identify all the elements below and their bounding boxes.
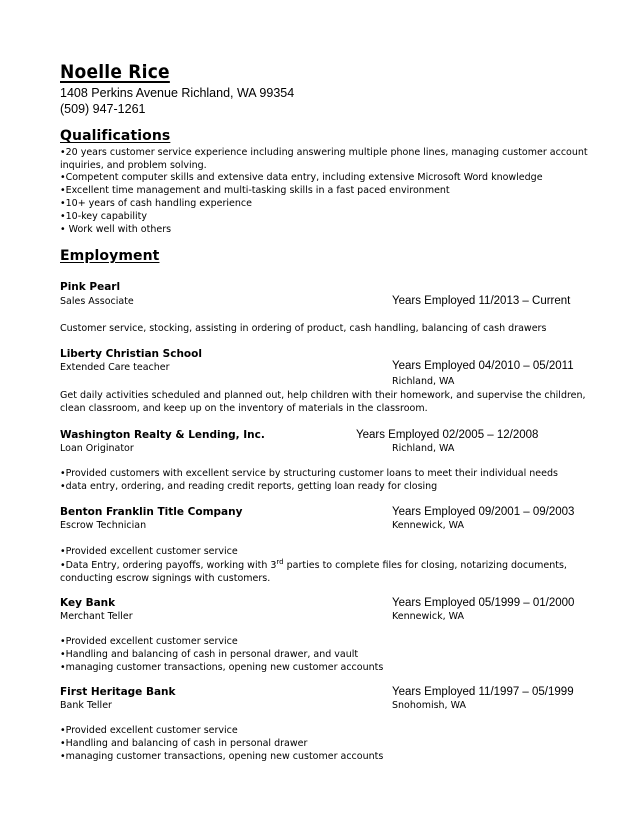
job-years: Years Employed 04/2010 – 05/2011 (392, 360, 574, 372)
address: 1408 Perkins Avenue Richland, WA 99354 (60, 86, 295, 100)
job-role: Escrow Technician (60, 520, 147, 531)
qualifications-heading: Qualifications (60, 128, 171, 144)
job-location: Richland, WA (392, 376, 455, 387)
job-detail: Customer service, stocking, assisting in ordering of product, cash handling, balancing of cash drawers (60, 323, 547, 334)
job-role: Merchant Teller (60, 611, 133, 622)
job-detail: •Handling and balancing of cash in personal drawer, and vault (60, 649, 359, 660)
job-detail: •managing customer transactions, opening new customer accounts (60, 751, 384, 762)
job-role: Loan Originator (60, 443, 134, 454)
qualification-item: • Work well with others (60, 224, 172, 235)
qualification-item: •Excellent time management and multi-tasking skills in a fast paced environment (60, 185, 450, 196)
job-detail: •Data Entry, ordering payoffs, working with 3rd parties to complete files for closing, notarizing documents, (60, 557, 567, 571)
phone: (509) 947-1261 (60, 102, 146, 116)
job-company: Washington Realty & Lending, Inc. (60, 429, 265, 441)
job-detail: •managing customer transactions, opening new customer accounts (60, 662, 384, 673)
qualification-item: inquiries, and problem solving. (60, 160, 207, 171)
job-years: Years Employed 11/2013 – Current (392, 295, 571, 307)
job-company: Benton Franklin Title Company (60, 506, 243, 518)
employment-heading: Employment (60, 248, 160, 264)
job-years: Years Employed 09/2001 – 09/2003 (392, 506, 575, 518)
job-company: Pink Pearl (60, 281, 121, 293)
job-detail: •Provided customers with excellent service by structuring customer loans to meet their individual needs (60, 468, 558, 479)
job-company: Key Bank (60, 597, 116, 609)
qualification-item: •10+ years of cash handling experience (60, 198, 252, 209)
job-detail: •Provided excellent customer service (60, 546, 238, 557)
job-company: Liberty Christian School (60, 348, 202, 360)
job-role: Extended Care teacher (60, 362, 170, 373)
job-location: Richland, WA (392, 443, 455, 454)
job-detail: conducting escrow signings with customers. (60, 573, 271, 584)
job-location: Kennewick, WA (392, 520, 465, 531)
job-role: Sales Associate (60, 296, 134, 307)
job-detail: Get daily activities scheduled and planned out, help children with their homework, and supervise the children, (60, 390, 586, 401)
qualification-item: •10-key capability (60, 211, 147, 222)
job-detail: •Provided excellent customer service (60, 725, 238, 736)
job-years: Years Employed 05/1999 – 01/2000 (392, 597, 575, 609)
qualification-item: •20 years customer service experience including answering multiple phone lines, managing customer account (60, 147, 588, 158)
job-detail: •data entry, ordering, and reading credit reports, getting loan ready for closing (60, 481, 438, 492)
job-years: Years Employed 02/2005 – 12/2008 (356, 429, 539, 441)
job-location: Snohomish, WA (392, 700, 466, 711)
job-detail: •Provided excellent customer service (60, 636, 238, 647)
job-years: Years Employed 11/1997 – 05/1999 (392, 686, 574, 698)
job-role: Bank Teller (60, 700, 112, 711)
job-location: Kennewick, WA (392, 611, 465, 622)
qualification-item: •Competent computer skills and extensive data entry, including extensive Microsoft Word knowledge (60, 172, 543, 183)
job-company: First Heritage Bank (60, 686, 176, 698)
job-detail: •Handling and balancing of cash in personal drawer (60, 738, 308, 749)
candidate-name: Noelle Rice (60, 61, 170, 83)
job-detail: clean classroom, and keep up on the inventory of materials in the classroom. (60, 403, 428, 414)
